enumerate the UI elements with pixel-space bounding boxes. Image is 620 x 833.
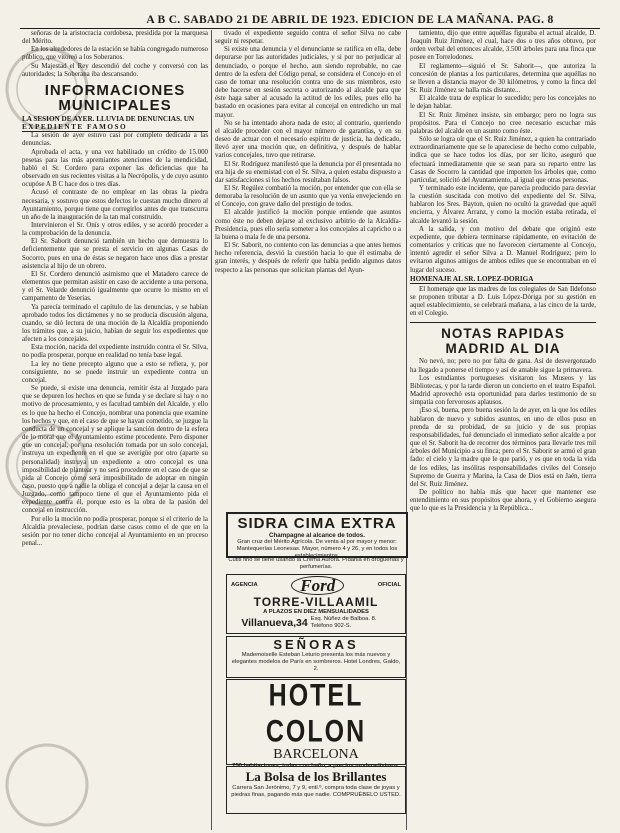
notes-paragraph: Los estudiantes portugueses visitaron los Museos y las Bibliotecas, y por la tarde dieron un concierto en el teatro Español. Madrid aprovechó esta oportunidad para darles testimonio de su simpatía con fervorosos aplausos. bbox=[410, 374, 596, 407]
ad-ford bbox=[226, 574, 406, 634]
col3-paragraph: El reglamento—siguió el Sr. Saborit—, que autoriza la concesión de plantas a los particulares, determina que aquéllas no se lleven a distancia mayor de 30 kilómetros, y como la finca del Sr. Ruiz Jiménez se halla más distante... bbox=[410, 62, 596, 95]
col3-paragraph: tamiento, dijo que entre aquéllas figuraba el actual alcalde, D. Joaquín Ruiz Jiménez, el cual, hace dos o tres años obtuvo, por orden verbal del entonces alcalde, 3.500 árboles para una finca que posee en Torrelodones. bbox=[410, 30, 596, 62]
col2-paragraph: tivado el expediente seguido contra el señor Silva no cabe seguir ni respetar. bbox=[215, 30, 401, 46]
notes-heading: NOTAS RAPIDAS MADRID AL DIA bbox=[410, 322, 596, 356]
col3-paragraph: Y terminado este incidente, que parecía producido para desviar la cuestión suscitada con motivo del expediente del Sr. Silva, hablaron los Sres. Bayton, quien no ocultó la gravedad que aquél encierra, y Álvarez Arranz, y como la moción estaba retirada, el alcalde levantó la sesión. bbox=[410, 184, 596, 225]
col1-paragraph: Por ello la moción no podía prosperar, porque si el criterio de la Alcaldía prevaleciese, podrían darse casos como el de que en la sesión por no tener dicho concejal al Ayuntamiento en un proceso penal... bbox=[22, 515, 208, 548]
col1-paragraph: Se puede, si existe una denuncia, remitir ésta al Juzgado para que se depuren los hechos en que se funda y se declare si hay o no motivo de procesamiento, y es facultad también del Alcalde, y ello es lo que ha hecho el Concejo, nombrar una ponencia que examine los hechos y que, en el caso de que se hayan cometido, se juzgue la conducta de un concejal y se aplique la sanción dentro de la esfera de lo moral que el Ayuntamiento estime procedente. Pero disponer que un concejal, por una resolución tomada por un solo concejal, instruya un expediente en el que se averigüe por otro (aparte su personalidad) instruya un expediente a otro concejal es una imposibilidad de plantear y no será procedente en el caso de que se pida al Concejo como será imposibilitado de adoptar en ningún caso, puesto que a nadie la obliga el concejal a dejar la causa en el Juzgado, como tampoco tiene el que el Ayuntamiento pida el expediente contra él, porque esto es la obra de la pasión del concejal en instrucción. bbox=[22, 385, 208, 515]
section-subheading-2: EXPEDIENTE FAMOSO bbox=[22, 123, 208, 132]
column-2 bbox=[215, 30, 401, 482]
column-1 bbox=[22, 30, 208, 830]
section-heading-municipales: INFORMACIONES MUNICIPALES bbox=[44, 81, 186, 114]
col1-paragraph: La ley no tiene precepto alguno que a esto se refiera, y, por consiguiente, no se puede instruir un expediente contra un concejal. bbox=[22, 360, 208, 384]
ad-sidra-title: SIDRA CIMA EXTRA bbox=[237, 515, 397, 532]
col1-paragraph: Intervinieron el Sr. Onís y otros ediles, y se acordó proceder a la comprobación de la denuncia. bbox=[22, 221, 208, 238]
ad-ford-sub: A PLAZOS EN DIEZ MENSUALIDADES bbox=[263, 609, 369, 615]
column-3 bbox=[410, 30, 596, 830]
ad-ford-address-main: Villanueva,34 bbox=[241, 616, 308, 629]
notes-paragraph: No nevó, no; pero no por falta de gana. Así de desvergonzado ha llegado a ponerse el tiempo y así de amable sigue la primavera. bbox=[410, 358, 596, 374]
col3-paragraph: El alcalde trata de explicar lo sucedido; pero los concejales no le dejan hablar. bbox=[410, 95, 596, 111]
col1-paragraph: Acusó el contraste de no emplear en las obras la piedra necesaria, y sostuvo que estos defectos le cuestan mucho dinero al Ayuntamiento, porque tiene que corregirlos antes de que transcurra un año de la inauguración de la tan mal construído. bbox=[22, 189, 208, 221]
ad-ford-agency-left: AGENCIA bbox=[231, 582, 258, 589]
ad-bolsa-title: La Bolsa de los Brillantes bbox=[245, 769, 387, 784]
ad-ford-agency-right: OFICIAL bbox=[377, 582, 401, 589]
col1-paragraph: El Sr. Cordero denunció asimismo que el Matadero carece de elementos que permitan asistir en caso de accidente a una persona, y el Sr. Velarde denunció igualmente que ocurre lo mismo en el campamento de Yeserías. bbox=[22, 270, 208, 303]
section-subheading: LA SESION DE AYER. LLUVIA DE DENUNCIAS. UN bbox=[22, 114, 195, 123]
ad-hotel-title: HOTEL COLON bbox=[265, 677, 367, 749]
col1-intro-3: Su Majestad el Rey descendió del coche y conversó con las autoridades; la Soberana iba descansando. bbox=[22, 62, 208, 78]
col2-paragraph: No se ha intentado ahora nada de esto; al contrario, queriendo el alcalde proceder con el mayor número de garantías, y en su deseo de actuar con el necesario espíritu de justicia, ha dedicado, llevó ayer una moción que, en definitiva, y después de hablar varios concejales, tuvo que retirarse. bbox=[215, 119, 401, 160]
col2-paragraph: El Sr. Rodríguez manifestó que la denuncia por él presentada no era hija de su enemistad con el Sr. Silva, a quien estaba dispuesto a dar satisfacciones si los hechos resultaban falsos. bbox=[215, 160, 401, 184]
column-divider-1 bbox=[211, 30, 212, 830]
ad-senoras-title: SEÑORAS bbox=[273, 637, 359, 652]
notes-paragraph: ¡Eso sí, buena, pero buena sesión la de ayer, en la que los ediles hablaron de nuevo y subidos asuntos, en uno de ellos puso en prenda de su probidad, de su juicio y de sus propias responsabilidades, fué denunciado el inmediato señor alcalde a por que el Sr. Saborit ha de recorrer dos términos para llevarle tres mil árboles del Municipio a su finca; pero el Sr. Saborit se armó el gran fado: el cielo y la madre que le que parió, y es que en toda la vida de los ediles, las insólitas responsabilidades civiles del Consejo Supremo de Guerra y Marina, la Casa de Dios está en Jaén, tierra del Sr. Ruiz Jiménez. bbox=[410, 407, 596, 488]
col2-paragraph: El Sr. Regúlez combatió la moción, por entender que con ella se demoraba la resolución de un asunto que ya venía envejeciendo en el Concejo, con grave daño del prestigio de todos. bbox=[215, 184, 401, 209]
col1-intro-2: En los alrededores de la estación se había congregado numeroso público, que vitoreó a los Soberanos. bbox=[22, 46, 208, 62]
ad-sidra-cima bbox=[226, 512, 408, 558]
notes-paragraph: De político no había más que hacer que mantener ese entendimiento en sus propósitos que ahora, y el Gobierno asegura que lo que es la Presidencia y la República... bbox=[410, 488, 596, 513]
ad-sidra-sub: Champagne al alcance de todos. bbox=[269, 532, 365, 539]
ad-hotel-city: BARCELONA bbox=[273, 747, 359, 762]
ad-hotel-text: 250 habitaciones, todas con baño, a precios moderadísimos. bbox=[232, 763, 400, 769]
col3-paragraph: El Sr. Ruiz Jiménez insiste, sin embargo; pero no logra sus propósitos. Para el Concejo no cree necesario escuchar más palabras del alcalde en un asunto como éste. bbox=[410, 111, 596, 135]
col1-paragraph: La sesión de ayer estuvo casi por completo dedicada a las denuncias. bbox=[22, 132, 208, 148]
ad-senoras-text: Mademoiselle Esteban Leturio presenta los más nuevos y elegantes modelos de París en sombreros. Hotel Londres, Galdo, 2. bbox=[231, 652, 401, 672]
col2-paragraph: El Sr. Saborit, no contento con las denuncias a que antes hemos hecho referencia, desvió la cuestión hacia lo que él estimaba de gran interés, y después de referir que había pedido algunos datos respecto a las personas que solicitan plantas del Ayun- bbox=[215, 242, 401, 274]
ad-senoras bbox=[226, 636, 406, 678]
col1-paragraph: Esta moción, nacida del expediente instruído contra el Sr. Silva, no podía prosperar, porque en realidad no tenía base legal. bbox=[22, 344, 208, 360]
col2-paragraph: Si existe una denuncia y el denunciante se ratifica en ella, debe depurarse por las autoridades judiciales, y si por no perjudicar al denunciado, o porque el hecho, aun siendo reprobable, no cae dentro de la esfera del Código penal, se considera el Concejo en el caso de tomar una resolución contra uno de sus miembros, esto debe hacerse en sesión secreta o autorizando al alcalde para que éste haga saber al acusado la actitud de los ediles, pues ello ha bastado en ocasiones para evitar al concejal en entredicho un mal mayor. bbox=[215, 46, 401, 119]
ad-bolsa-text: Carrera San Jerónimo, 7 y 9, entl.º, compra toda clase de joyas y piedras finas, pagando más que nadie. COMPRUÉBELO USTED. bbox=[231, 785, 401, 798]
col1-paragraph: Ya parecía terminado el capítulo de las denuncias, y se habían aprobado todos los dictámenes y no se producía discusión alguna, cuando, se dió lectura de una moción de la Alcaldía proponiendo los trámites que, a su juicio, habían de seguir los expedientes que afecten a los concejales. bbox=[22, 303, 208, 344]
col3-paragraph: Sólo se logra oír que el Sr. Ruiz Jiménez, a quien ha contrariado extraordinariamente que se le apareciese de hecho como culpable, indica que se hace todos los días, por ser lícito, aseguró que efectuará inmediatamente que se sean para su reparto entre las Casas de Socorro la cantidad que importen los árboles que, como particular, solicitó del Ayuntamiento, al igual que otras personas. bbox=[410, 136, 596, 184]
ad-crema-aurora: Cutis fino se tiene usando la Crema Aurora. Pídanla en droguerías y perfumerías. bbox=[228, 557, 404, 570]
col1-paragraph: Aprobada el acta, y una vez habilitado un crédito de 15.000 pesetas para las más apremiantes atenciones de la mendicidad, habló el Sr. Cordero para exponer las deficiencias que ha observado en sus recientes visitas a la Necrópolis, y de cuyo asunto ocupóse A B C hace dos o tres días. bbox=[22, 148, 208, 189]
column-divider-2 bbox=[406, 30, 407, 830]
ad-bolsa-brillantes bbox=[226, 766, 406, 814]
homage-heading: HOMENAJE AL SR. LOPEZ-DORIGA bbox=[410, 275, 596, 284]
ad-sidra-text: Gran cruz del Mérito Agrícola. De venta al por mayor y menor: Mantequerías Leonesas. Mayor, número 4 y 26, y en todos los establecimientos. bbox=[236, 539, 398, 559]
col3-paragraph: A la salida, y con motivo del debate que originó este expediente, que debiera terminarse rápidamente, en evitación de comentarios y críticas que no favorecen ciertamente al Concejo, intentó agredir el señor Silva a D. Manuel Rodríguez; pero lo evitaron algunos amigos de ambos ediles que se encontraban en el lugar del suceso. bbox=[410, 225, 596, 274]
col1-paragraph: El Sr. Saborit denunció también un hecho que demuestra lo deficientemente que se presta el servicio en algunas Casas de Socorro, pues en una de éstas se negaron hace unos días a prestar asistencia al hijo de un obrero. bbox=[22, 238, 208, 270]
homage-text: El homenaje que las madres de los colegiales de San Ildefonso se proponen tributar a D. Luis López-Dóriga por su gestión en aquel establecimiento, se celebrará mañana, a las cinco de la tarde, en el Colegio. bbox=[410, 285, 596, 318]
header-rule bbox=[20, 28, 600, 29]
page-header: A B C. SABADO 21 DE ABRIL DE 1923. EDICION DE LA MAÑANA. PAG. 8 bbox=[146, 14, 554, 26]
ford-logo: Ford bbox=[291, 576, 344, 595]
ad-ford-address-side: Esq. Núñez de Balboa. 8. Teléfono 902-S. bbox=[310, 615, 377, 629]
col1-intro-1: señoras de la aristocracia cordobesa, presidida por la marquesa del Mérito. bbox=[22, 30, 208, 46]
ad-hotel-colon bbox=[226, 677, 406, 769]
col2-paragraph: El alcalde justificó la moción porque entiende que asuntos como éste no deben dejarse al exclusivo arbitrio de la Alcaldía-Presidencia, pues ello sería someter a los concejales al capricho o a la buena o mala fe de una persona. bbox=[215, 209, 401, 241]
ad-ford-name: TORRE-VILLAAMIL bbox=[253, 595, 379, 609]
